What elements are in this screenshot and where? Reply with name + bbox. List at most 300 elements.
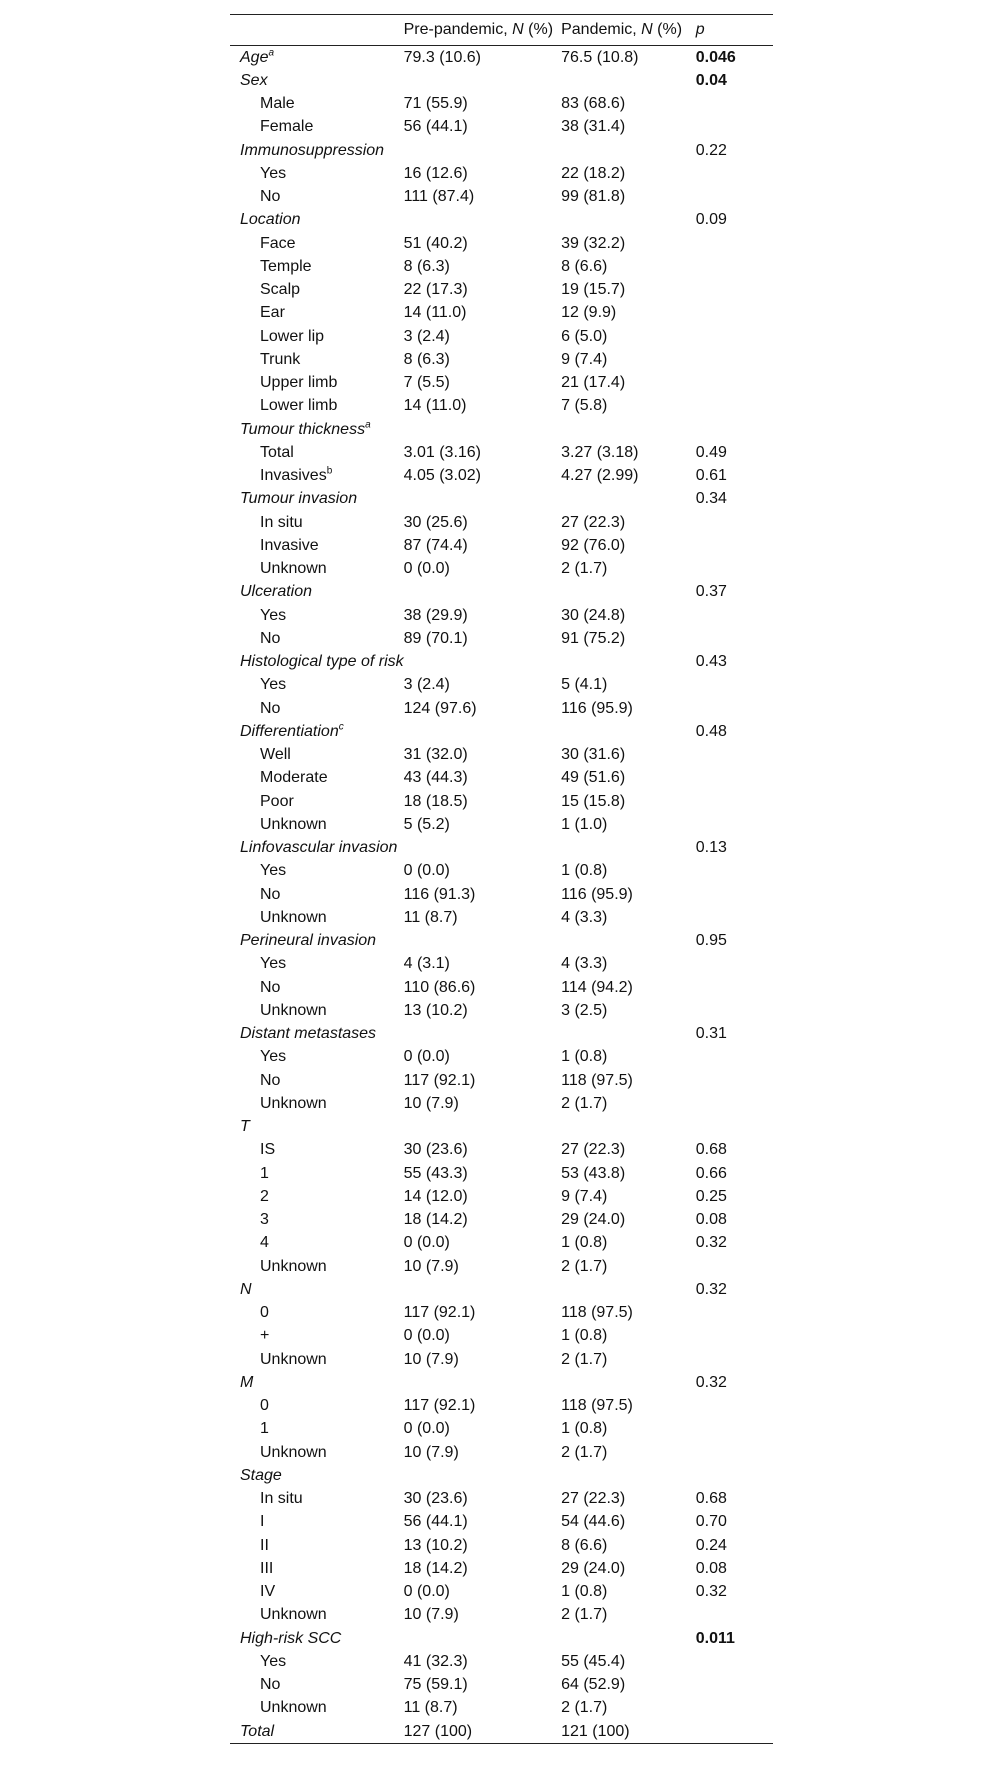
row-label-text: IV [260,1583,276,1601]
pre-pandemic-value: 11 (8.7) [403,1699,458,1717]
p-value: 0.49 [695,443,727,461]
table-row [230,1325,773,1348]
table-row [230,1395,773,1418]
row-label-text: Yes [260,1048,287,1066]
row-label-text: Invasive [260,536,319,554]
pre-pandemic-value: 7 (5.5) [403,374,450,392]
row-label [230,279,404,302]
p-value [696,1302,773,1325]
row-label [230,1697,404,1720]
row-label [230,1325,404,1348]
pandemic-value: 116 (95.9) [561,699,633,717]
pre-pandemic-value [404,488,561,511]
footnote-marker: c [338,721,344,733]
pandemic-value: 91 (75.2) [561,629,626,647]
row-label-text: No [260,188,281,206]
pre-pandemic-value: 89 (70.1) [403,629,468,647]
row-label [230,186,404,209]
p-value: 0.31 [695,1025,727,1043]
pandemic-value: 55 (45.4) [561,1652,626,1670]
pandemic-value [561,720,696,743]
p-value [696,1255,773,1278]
pre-pandemic-value: 0 (0.0) [403,862,450,880]
row-label-text: No [260,699,281,717]
p-value [696,325,773,348]
table-row [230,1650,773,1673]
p-value: 0.22 [695,141,727,159]
pandemic-value: 29 (24.0) [561,1559,626,1577]
table-header [230,15,773,46]
row-label-text: Unknown [260,1094,327,1112]
p-value [696,860,773,883]
pre-pandemic-value: 30 (23.6) [403,1490,468,1508]
row-label [230,1627,404,1650]
p-value [696,744,773,767]
table-row [230,976,773,999]
row-label [230,325,404,348]
row-label [230,93,404,116]
table-body [230,46,773,1744]
pre-pandemic-value: 51 (40.2) [403,234,468,252]
p-value: 0.24 [695,1536,727,1554]
row-label-text: Male [260,95,295,113]
table-row [230,1511,773,1534]
row-label-text: Yes [260,1652,287,1670]
row-label [230,1604,404,1627]
pandemic-value: 2 (1.7) [561,1257,608,1275]
p-value [696,1069,773,1092]
pandemic-value: 4.27 (2.99) [561,467,639,485]
row-label [230,1418,404,1441]
pre-pandemic-value: 117 (92.1) [403,1397,476,1415]
pandemic-value: 21 (17.4) [561,374,626,392]
pre-pandemic-value: 41 (32.3) [403,1652,468,1670]
row-label [230,697,404,720]
p-value [696,1418,773,1441]
row-label-text: Unknown [260,560,327,578]
p-value [696,1697,773,1720]
table-row [230,1720,773,1744]
p-value: 0.08 [695,1211,727,1229]
row-label [230,302,404,325]
p-value: 0.68 [695,1141,727,1159]
pre-pandemic-value: 127 (100) [404,1720,561,1744]
pandemic-value: 49 (51.6) [561,769,626,787]
table-row [230,69,773,92]
row-label-text: Upper limb [260,374,338,392]
p-value [696,418,773,441]
table-row [230,232,773,255]
header-pan-text: Pandemic, [561,21,642,38]
row-label-text: Lower limb [260,397,338,415]
pandemic-value: 3.27 (3.18) [561,443,639,461]
table-row [230,1209,773,1232]
pandemic-value: 2 (1.7) [561,1350,608,1368]
row-label [230,534,404,557]
pandemic-value: 1 (0.8) [561,862,608,880]
table-row [230,465,773,488]
table-row [230,1139,773,1162]
p-value [696,1046,773,1069]
pandemic-value: 2 (1.7) [561,560,608,578]
row-label-text: II [260,1536,269,1554]
row-label-text: Moderate [260,769,328,787]
table-row [230,279,773,302]
row-label-text: 4 [260,1234,269,1252]
table-row [230,395,773,418]
pre-pandemic-value [404,418,561,441]
header-col-label [230,15,404,46]
p-value: 0.70 [695,1513,727,1531]
pandemic-value [561,837,696,860]
row-label-text: Female [260,118,314,136]
pre-pandemic-value: 111 (87.4) [403,188,475,206]
p-value [696,116,773,139]
table-row [230,627,773,650]
row-label-text: Tumour invasion [240,490,358,508]
table-row [230,186,773,209]
footnote-marker: a [268,47,275,59]
header-pre-suffix: (%) [523,21,554,38]
table-row [230,1023,773,1046]
p-value [696,255,773,278]
pre-pandemic-value: 8 (6.3) [403,350,450,368]
footnote-marker: a [365,419,371,431]
row-label [230,790,404,813]
row-label-text: Tumour thickness [240,420,366,438]
row-label [230,232,404,255]
table-row [230,255,773,278]
pandemic-value [561,1278,696,1301]
row-label-text: Lower lip [260,327,325,345]
pandemic-value: 22 (18.2) [561,164,626,182]
table-row [230,1418,773,1441]
pre-pandemic-value: 0 (0.0) [403,1234,450,1252]
p-value [696,790,773,813]
row-label-text: 3 [260,1211,269,1229]
row-label [230,604,404,627]
pandemic-value [561,1464,696,1487]
p-value [696,162,773,185]
row-label [230,953,404,976]
p-value [696,232,773,255]
table-row [230,1069,773,1092]
pandemic-value: 3 (2.5) [561,1001,608,1019]
table-row [230,1255,773,1278]
row-label-text: Distant metastases [240,1025,377,1043]
pandemic-value: 1 (0.8) [561,1048,608,1066]
p-value: 0.32 [695,1373,727,1391]
row-label [230,1581,404,1604]
table-row [230,767,773,790]
row-label [230,627,404,650]
pre-pandemic-value: 43 (44.3) [403,769,468,787]
pandemic-value: 6 (5.0) [561,327,608,345]
header-pre-text: Pre-pandemic, [403,21,513,38]
row-label-text: III [260,1559,274,1577]
table-row [230,441,773,464]
row-label-text: Age [240,48,269,66]
table-row [230,209,773,232]
row-label [230,674,404,697]
p-value: 0.61 [695,467,727,485]
p-value [696,674,773,697]
p-value [696,302,773,325]
p-value: 0.32 [695,1583,727,1601]
row-label-text: Ulceration [240,583,313,601]
table-row [230,139,773,162]
pandemic-value: 114 (94.2) [561,978,633,996]
row-label [230,1185,404,1208]
row-label [230,1464,404,1487]
row-label [230,1092,404,1115]
pandemic-value: 76.5 (10.8) [561,48,639,66]
p-value: 0.37 [695,583,727,601]
p-value [696,395,773,418]
row-label-text: Total [240,1722,275,1740]
row-label [230,1209,404,1232]
pandemic-value: 118 (97.5) [561,1071,633,1089]
pandemic-value: 4 (3.3) [561,908,608,926]
row-label [230,209,404,232]
row-label-text: Location [240,211,301,229]
table-row [230,1581,773,1604]
pandemic-value: 1 (1.0) [561,815,608,833]
pandemic-value [561,581,696,604]
row-label [230,511,404,534]
header-col-p: p [696,15,773,46]
p-value [696,1348,773,1371]
pre-pandemic-value: 3.01 (3.16) [403,443,482,461]
pandemic-value: 116 (95.9) [561,885,633,903]
pandemic-value [561,418,696,441]
pandemic-value [561,139,696,162]
pre-pandemic-value: 10 (7.9) [403,1606,459,1624]
p-value [696,976,773,999]
row-label [230,1557,404,1580]
p-value [696,93,773,116]
p-value: 0.66 [695,1164,727,1182]
p-value [696,1674,773,1697]
row-label [230,1232,404,1255]
pre-pandemic-value: 3 (2.4) [403,327,450,345]
pre-pandemic-value: 55 (43.3) [403,1164,468,1182]
row-label [230,906,404,929]
p-value [696,348,773,371]
pre-pandemic-value: 10 (7.9) [403,1094,459,1112]
table-row [230,116,773,139]
pandemic-value: 1 (0.8) [561,1327,608,1345]
table-row [230,744,773,767]
pre-pandemic-value: 117 (92.1) [403,1304,476,1322]
table-row [230,1674,773,1697]
header-col-pandemic [561,15,696,46]
row-label-text: Immunosuppression [240,141,385,159]
table-row [230,953,773,976]
table-row [230,1534,773,1557]
pandemic-value: 12 (9.9) [561,304,617,322]
p-value [696,1464,773,1487]
table-row [230,1116,773,1139]
table-row [230,720,773,743]
pandemic-value: 19 (15.7) [561,281,626,299]
row-label [230,1488,404,1511]
pandemic-value: 53 (43.8) [561,1164,626,1182]
table-row [230,837,773,860]
pandemic-value: 83 (68.6) [561,95,626,113]
p-value [696,1092,773,1115]
row-label-text: No [260,1071,281,1089]
pre-pandemic-value: 75 (59.1) [403,1676,468,1694]
table-row [230,558,773,581]
row-label-text: Well [260,746,291,764]
row-label [230,1278,404,1301]
pandemic-value: 118 (97.5) [561,1397,633,1415]
pandemic-value: 27 (22.3) [561,1141,626,1159]
pre-pandemic-value: 14 (11.0) [403,304,467,322]
pandemic-value: 99 (81.8) [561,188,626,206]
p-value: 0.48 [695,722,727,740]
row-label [230,930,404,953]
table-row [230,581,773,604]
row-label-text: Yes [260,164,287,182]
p-value: 0.68 [695,1490,727,1508]
table-row [230,418,773,441]
row-label-text: Unknown [260,1699,327,1717]
row-label [230,1023,404,1046]
pandemic-value [561,488,696,511]
p-value [696,279,773,302]
row-label-text: Yes [260,676,287,694]
table-row [230,697,773,720]
pandemic-value: 8 (6.6) [561,257,608,275]
row-label [230,441,404,464]
row-label-text: Unknown [260,1443,327,1461]
row-label [230,813,404,836]
row-label-text: Yes [260,955,287,973]
p-value [696,906,773,929]
pandemic-value: 5 (4.1) [561,676,608,694]
row-label-text: M [240,1373,254,1391]
pre-pandemic-value: 14 (12.0) [403,1187,468,1205]
pre-pandemic-value: 13 (10.2) [403,1536,468,1554]
p-value: 0.95 [695,932,727,950]
pre-pandemic-value: 8 (6.3) [403,257,450,275]
pre-pandemic-value: 87 (74.4) [403,536,468,554]
p-value [696,604,773,627]
pre-pandemic-value: 71 (55.9) [403,95,468,113]
row-label [230,1069,404,1092]
pre-pandemic-value: 16 (12.6) [403,164,468,182]
row-label-text: No [260,1676,281,1694]
pre-pandemic-value [404,837,561,860]
row-label-text: Total [260,443,294,461]
pre-pandemic-value: 18 (18.5) [403,792,468,810]
table-row [230,534,773,557]
header-col-pre-pandemic [404,15,561,46]
p-value: 0.32 [695,1280,727,1298]
row-label-text: Unknown [260,908,327,926]
row-label-text: Face [260,234,296,252]
row-label-text: T [240,1118,250,1136]
p-value [696,697,773,720]
row-label [230,395,404,418]
pre-pandemic-value: 4.05 (3.02) [403,467,482,485]
row-label [230,255,404,278]
pandemic-value: 121 (100) [561,1720,696,1744]
pre-pandemic-value [404,69,561,92]
p-value [696,1441,773,1464]
row-label-text: + [260,1327,270,1345]
p-value [696,883,773,906]
row-label-text: Poor [260,792,294,810]
row-label-text: Yes [260,862,287,880]
row-label [230,116,404,139]
pandemic-value: 118 (97.5) [561,1304,633,1322]
pandemic-value: 2 (1.7) [561,1699,608,1717]
pre-pandemic-value: 10 (7.9) [403,1257,459,1275]
row-label [230,999,404,1022]
p-value: 0.25 [695,1187,727,1205]
pre-pandemic-value [404,209,561,232]
pre-pandemic-value [404,1464,561,1487]
pre-pandemic-value: 56 (44.1) [403,118,468,136]
pre-pandemic-value: 117 (92.1) [403,1071,476,1089]
table-row [230,1046,773,1069]
row-label [230,767,404,790]
p-value: 0.08 [695,1559,727,1577]
row-label-text: N [240,1280,252,1298]
row-label-text: 1 [260,1420,269,1438]
pandemic-value: 1 (0.8) [561,1420,608,1438]
pandemic-value: 15 (15.8) [561,792,626,810]
table-row [230,511,773,534]
pre-pandemic-value [404,651,561,674]
row-label [230,1348,404,1371]
row-label [230,1162,404,1185]
row-label-text: In situ [260,513,303,531]
pandemic-value [561,69,696,92]
row-label-text: IS [260,1141,276,1159]
row-label [230,1650,404,1673]
table-row [230,1557,773,1580]
row-label-text: Unknown [260,1257,327,1275]
row-label-text: Unknown [260,1001,327,1019]
table-row [230,1232,773,1255]
pre-pandemic-value: 10 (7.9) [403,1443,459,1461]
pre-pandemic-value: 13 (10.2) [403,1001,468,1019]
row-label-text: Yes [260,606,287,624]
pandemic-value: 1 (0.8) [561,1234,608,1252]
pandemic-value [561,1116,696,1139]
pandemic-value: 38 (31.4) [561,118,626,136]
pandemic-value: 27 (22.3) [561,1490,626,1508]
row-label-text: No [260,885,281,903]
pre-pandemic-value: 10 (7.9) [403,1350,459,1368]
row-label [230,651,404,674]
pre-pandemic-value [404,581,561,604]
footnote-marker: b [326,465,333,477]
table-row [230,1697,773,1720]
table-row [230,1604,773,1627]
pre-pandemic-value: 38 (29.9) [403,606,468,624]
table-row [230,348,773,371]
table-row [230,1348,773,1371]
row-label-text: Ear [260,304,285,322]
row-label [230,976,404,999]
row-label [230,1674,404,1697]
pre-pandemic-value [404,720,561,743]
